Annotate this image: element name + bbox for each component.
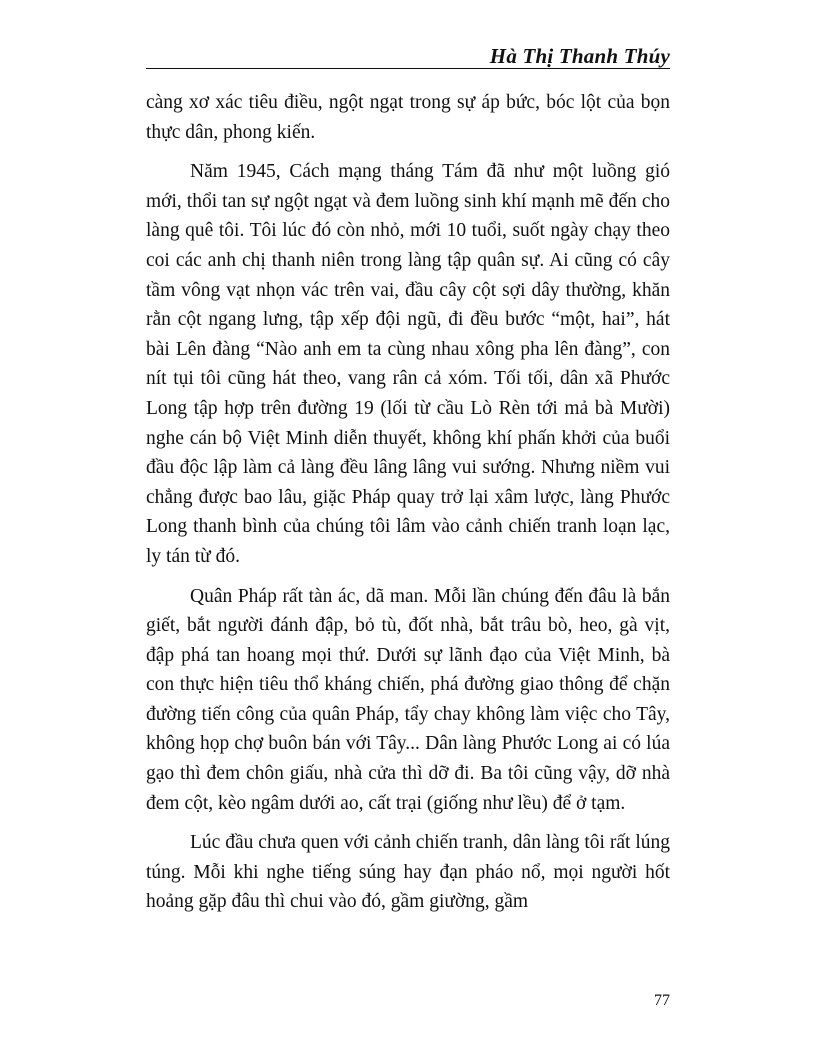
paragraph-1: càng xơ xác tiêu điều, ngột ngạt trong sự áp bức, bóc lột của bọn thực dân, phong kiến. (146, 92, 670, 143)
body-text (146, 88, 670, 917)
paragraph-2: Năm 1945, Cách mạng tháng Tám đã như một luồng gió mới, thổi tan sự ngột ngạt và đem luồng sinh khí mạnh mẽ đến cho làng quê tôi. Tôi lúc đó còn nhỏ, mới 10 tuổi, suốt ngày chạy theo coi các anh chị thanh niên trong làng tập quân sự. Ai cũng có cây tầm vông vạt nhọn vác trên vai, đầu cây cột sợi dây thường, khăn rằn cột ngang lưng, tập xếp đội ngũ, đi đều bước “một, hai”, hát bài Lên đàng “Nào anh em ta cùng nhau xông pha lên đàng”, con nít tụi tôi cũng hát theo, vang rân cả xóm. Tối tối, dân xã Phước Long tập hợp trên đường 19 (lối từ cầu Lò Rèn tới mả bà Mười) nghe cán bộ Việt Minh diễn thuyết, không khí phấn khởi của buổi đầu độc lập làm cả làng đều lâng lâng vui sướng. Nhưng niềm vui chẳng được bao lâu, giặc Pháp quay trở lại xâm lược, làng Phước Long thanh bình của chúng tôi lâm vào cảnh chiến tranh loạn lạc, ly tán từ đó. (146, 161, 670, 567)
running-header (146, 42, 670, 72)
page-number: 77 (654, 992, 670, 1009)
header-author: Hà Thị Thanh Thúy (489, 44, 670, 68)
header-rule (146, 68, 670, 69)
paragraph-4: Lúc đầu chưa quen với cảnh chiến tranh, dân làng tôi rất lúng túng. Mỗi khi nghe tiếng súng hay đạn pháo nổ, mọi người hốt hoảng gặp đâu thì chui vào đó, gầm giường, gầm (146, 832, 670, 913)
paragraph-3: Quân Pháp rất tàn ác, dã man. Mỗi lần chúng đến đâu là bắn giết, bắt người đánh đập, bỏ tù, đốt nhà, bắt trâu bò, heo, gà vịt, đập phá tan hoang mọi thứ. Dưới sự lãnh đạo của Việt Minh, bà con thực hiện tiêu thổ kháng chiến, phá đường giao thông để chặn đường tiến công của quân Pháp, tẩy chay không làm việc cho Tây, không họp chợ buôn bán với Tây... Dân làng Phước Long ai có lúa gạo thì đem chôn giấu, nhà cửa thì dỡ đi. Ba tôi cũng vậy, dỡ nhà đem cột, kèo ngâm dưới ao, cất trại (giống như lều) để ở tạm. (146, 585, 670, 814)
